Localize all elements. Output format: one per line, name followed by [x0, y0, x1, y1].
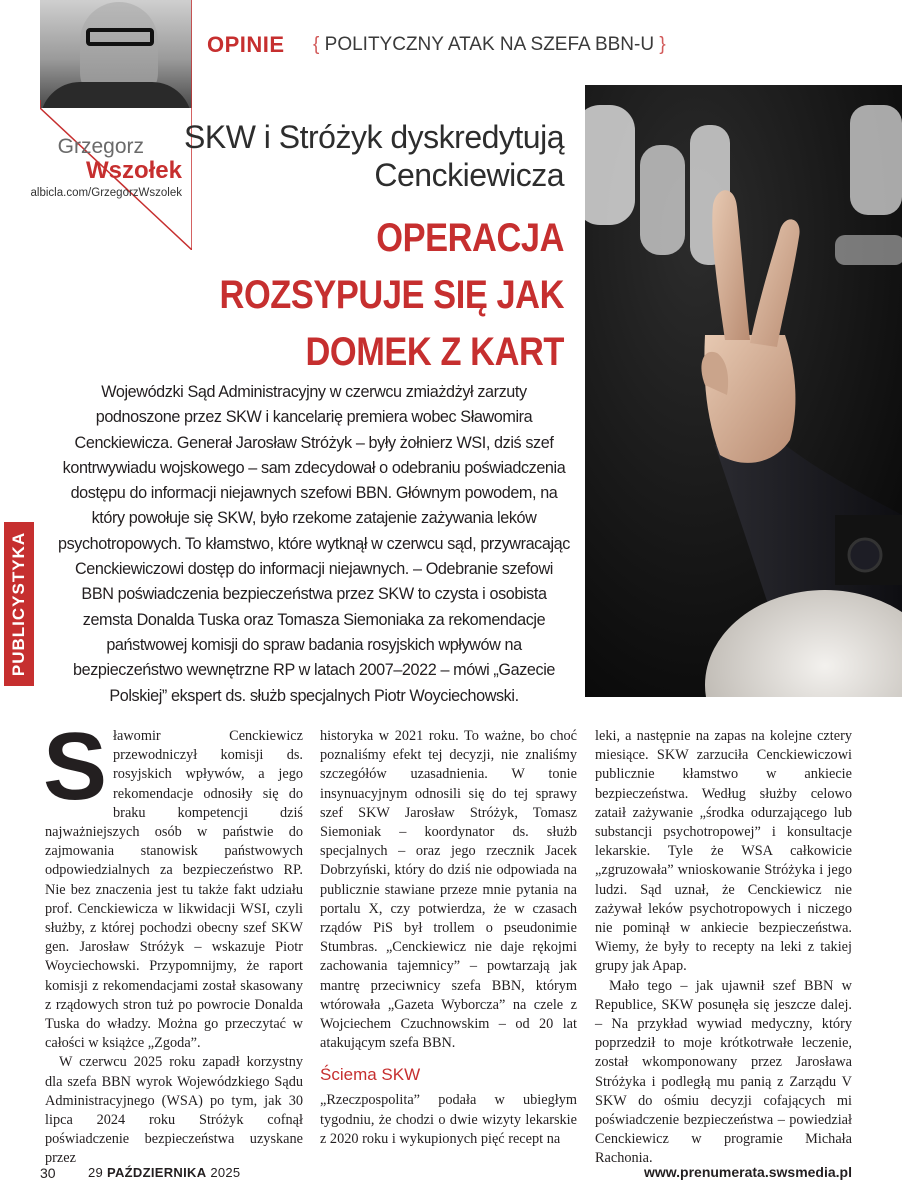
lead-paragraph: Wojewódzki Sąd Administracyjny w czerwcu zmiażdżył zarzuty podnoszone przez SKW i kancelarię premiera wobec Sławomira Cenckiewicza. Generał Jarosław Stróżyk – były żołnierz WSI, dziś szef kontrwywiadu wojskowego – sam zdecydował o odebraniu poświadczenia dostępu do informacji niejawnych szefowi BBN. Głównym powodem, na który powołuje się SKW, było rzekome zatajenie zażywania leków psychotropowych. To kłamstwo, które wytknął w czerwcu sąd, przywracając Cenckiewiczowi dostęp do informacji niejawnych. – Odebranie szefowi BBN poświadczenia bezpieczeństwa przez SKW to czysta i osobista zemsta Donalda Tuska oraz Tomasza Siemoniaka za rekomendacje państwowej komisji do spraw badania rosyjskich wpływów na bezpieczeństwo wewnętrzne RP w latach 2007–2022 – mówi „Gazecie Polskiej” ekspert ds. służb specjalnych Piotr Woyciechowski. [58, 383, 570, 705]
author-last-name: Wszołek [85, 157, 182, 184]
column-1-paragraph-1-text: ławomir Cenckiewicz przewodniczył komisji ds. rosyjskich wpływów, a jego rekomendacje odnosiły się do braku kompetencji dziś najważniejszych osób w państwie do zajmowania stanowisk państwowych odpowiedzialnych za bezpieczeństwo RP. Nie bez znaczenia jest tu także fakt udziału prof. Cenckiewicza w likwidacji WSI, czyli służby, z której pochodzi obecny szef SKW gen. Jarosław Stróżyk – wskazuje Piotr Woyciechowski. Przypomnijmy, że raport komisji z rekomendacjami został skasowany z rządowych stron tuż po powrocie Donalda Tuska do władzy. Można go przeczytać w całości w książce „Zgoda”. [45, 728, 303, 1052]
column-1-paragraph-2: W czerwcu 2025 roku zapadł korzystny dla szefa BBN wyrok Wojewódzkiego Sądu Administracyjnego (WSA) po tym, jak 30 lipca 2024 roku Stróżyk cofnął poświadczenie bezpieczeństwa uzyskane przez [45, 1054, 303, 1167]
column-2-paragraph-1: historyka w 2021 roku. To ważne, bo choć poznaliśmy efekt tej decyzji, nie znaliśmy szczegółów uzasadnienia. W tonie insynuacyjnym odnosili się do tej sprawy szef SKW Jarosław Stróżyk, Tomasz Siemoniak – koordynator ds. służb specjalnych – oraz jego rzecznik Jacek Dobrzyński, który do dziś nie odpowiada na publicznie stawiane przeze mnie pytania na portalu X, czy potwierdza, że w czasach rządów PiS był trollem o pseudonimie Stumbras. „Cenckiewicz nie daje rękojmi zachowania tajemnicy” – powtarzają jak mantrę przeciwnicy szefa BBN, którym wtórowała „Gazeta Wyborcza” na czele z Wojciechem Czuchnowskim – od 20 lat atakującym szefa BBN. [320, 728, 577, 1052]
body-column-3 [595, 727, 852, 1169]
author-website: albicla.com/GrzegorzWszolek [30, 187, 182, 199]
subheading: Ściema SKW [320, 1065, 421, 1085]
section-topic [313, 34, 666, 56]
side-tab-label: PUBLICYSTYKA [9, 531, 28, 677]
brace-open: { [313, 34, 320, 55]
brace-close: } [659, 34, 666, 55]
column-1-paragraph-1 [43, 713, 303, 1053]
column-3-paragraph-1: leki, a następnie na zapas na kolejne cztery miesiące. SKW zarzuciła Cenckiewiczowi publicznie kłamstwo w ankiecie bezpieczeństwa. Według służby celowo zataił zażywanie „środka odurzającego lub substancji psychotropowej” i konsultacje lekarskie. Tyle że WSA całkowicie „zgruzowała” wnioskowanie Stróżyka i jego ludzi. Sąd uznał, że Cenckiewicz nie zażywał leków psychotropowych i niczego nie pominął w ankiecie bezpieczeństwa. Wiemy, że były to recepty na leki z takiej grupy jak Apap. [595, 728, 852, 975]
issue-year: 2025 [210, 1165, 241, 1180]
body-column-2 [320, 727, 577, 1149]
author-first-name: Grzegorz [57, 135, 144, 158]
headline-main: OPERACJA ROZSYPUJE SIĘ JAK DOMEK Z KART [219, 216, 564, 374]
section-label: OPINIE [207, 32, 285, 57]
column-3-paragraph-2: Mało tego – jak ujawnił szef BBN w Republice, SKW posunęła się jeszcze dalej. – Na przykład wywiad medyczny, który poprzedził to moje krótkotrwałe leczenie, został wkomponowany przez Jarosława Stróżyka i podległą mu panią z Zarządu V SKW do ośmiu decyzji cofających mi poświadczenie bezpieczeństwa – powiedział Cenckiewicz w programie Michała Rachonia. [595, 977, 852, 1167]
section-topic-text: POLITYCZNY ATAK NA SZEFA BBN-U [324, 34, 655, 55]
drop-cap: S [43, 713, 108, 820]
issue-day: 29 [88, 1165, 104, 1180]
side-tab [4, 522, 34, 686]
subscription-url[interactable]: www.prenumerata.swsmedia.pl [644, 1164, 852, 1180]
issue-month: PAŹDZIERNIKA [106, 1165, 207, 1180]
victory-hand-photo [585, 85, 902, 697]
page-number: 30 [40, 1165, 56, 1181]
column-2-paragraph-2: „Rzeczpospolita” podała w ubiegłym tygodniu, że chodzi o dwie wizyty lekarskie z 2020 roku i wykupionych pięć recept na [320, 1092, 577, 1147]
headline-kicker: SKW i Stróżyk dyskredytują Cenckiewicza [184, 119, 564, 193]
body-column-1 [43, 713, 303, 1169]
issue-date [88, 1165, 240, 1180]
